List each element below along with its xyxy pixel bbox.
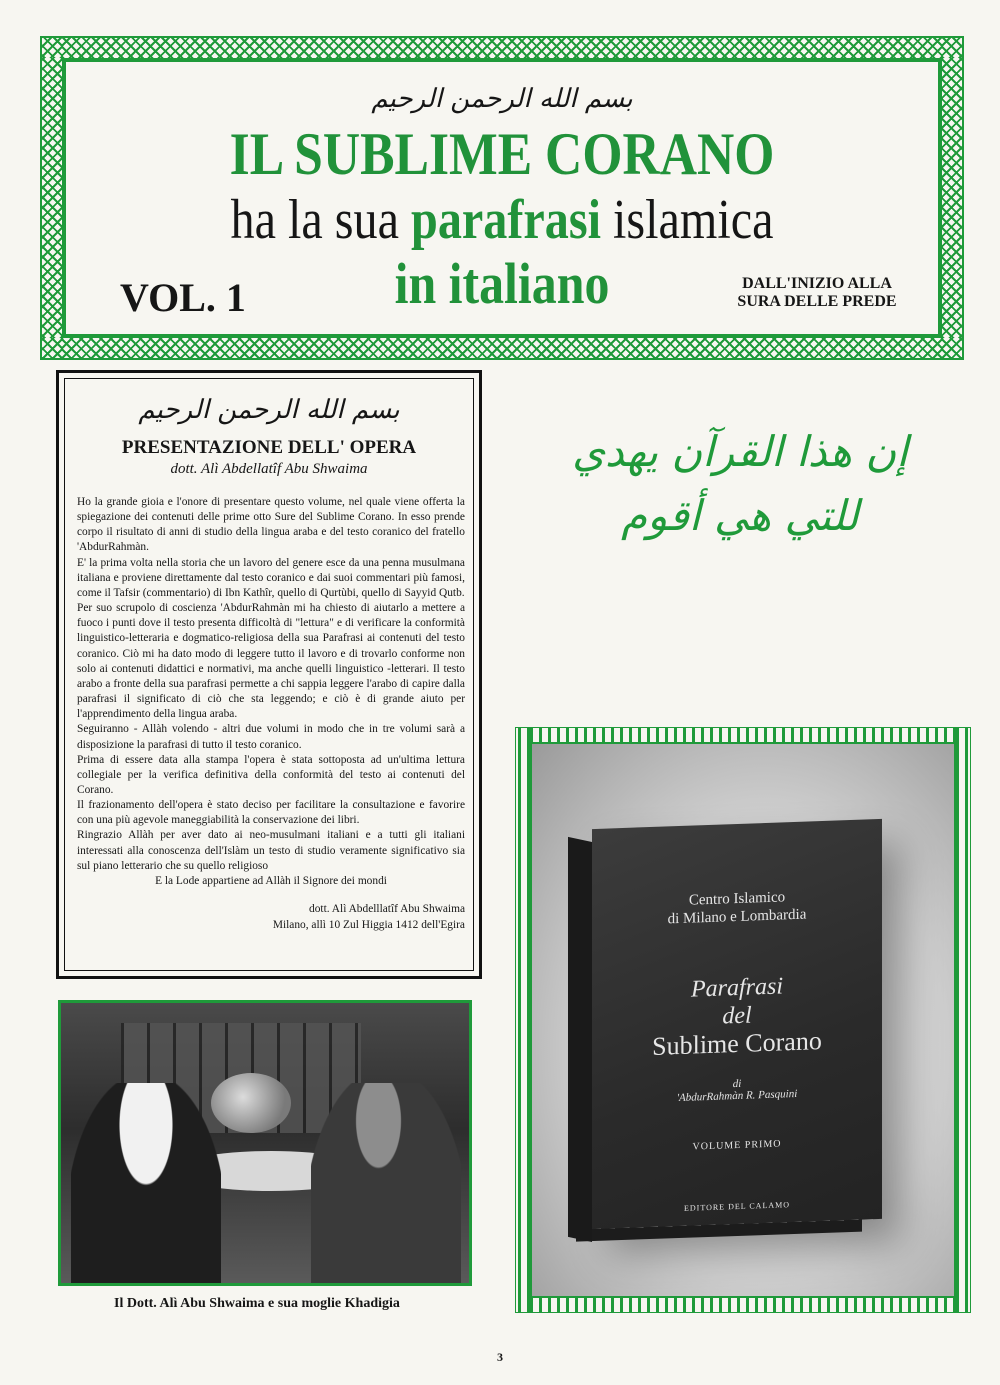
calligraphy-line2: للتي هي أقوم [621, 491, 859, 540]
paragraph: E' la prima volta nella storia che un lavoro del genere esce da una penna musulmana italiana e proviene direttamente dal testo coranico e dai suoi commentari più famosi, come il Tafsir (commentario) di Ibn Kathîr, quello di Qurtùbi, quello di Sayyid Qutb. [77, 556, 465, 599]
header-banner [42, 38, 962, 358]
subtitle [106, 188, 897, 252]
woman-figure [71, 1083, 221, 1286]
closing-line: E la Lode appartiene ad Allàh il Signore dei mondi [155, 874, 387, 887]
book-title [592, 969, 882, 1063]
book-photo [530, 742, 956, 1298]
photo-caption: Il Dott. Alì Abu Shwaima e sua moglie Khadigia [114, 1296, 400, 1311]
range-line2: SURA DELLE PREDE [737, 293, 897, 310]
paragraph: Il frazionamento dell'opera è stato deciso per facilitare la consultazione e favorire con una più agevole maneggiabilità la conservazione dei libri. [77, 799, 465, 827]
page-number: 3 [497, 1350, 503, 1364]
basmala: بسم الله الرحمن الرحيم [371, 84, 633, 114]
flower-vase [211, 1073, 291, 1133]
paragraph: Ringrazio Allàh per aver dato ai neo-musulmani italiani e a tutti gli italiani interessati alla conoscenza dell'Islàm un testo di studio veramente significativo sia sul piano letterario che su quello religioso [77, 829, 465, 872]
subtitle-line2: in italiano [394, 251, 610, 316]
book-publisher-line2: di Milano e Lombardia [667, 906, 807, 928]
book-title-line2: del [722, 1002, 752, 1030]
presentation-box [56, 370, 482, 979]
couple-photo [58, 1000, 472, 1286]
range-label [732, 275, 902, 311]
paragraph: Seguiranno - Allàh volendo - altri due volumi in modo che in tre volumi sarà a disposizione la parafrasi di tutto il testo coranico. [77, 723, 465, 751]
book-title-line1: Parafrasi [690, 973, 783, 1003]
book-photo-frame [516, 728, 970, 1312]
signature [77, 901, 465, 933]
book-by: di [732, 1077, 742, 1091]
paragraph: Per suo scrupolo di coscienza 'AbdurRahmàn mi ha chiesto di aiutarlo a mettere a fuoco i punti dove il testo presenta difficoltà di "lettura" e di verificare la conformità linguistico-letteraria e dogmatico-religiosa della sua Parafrasi ai contenuti del testo coranico. Ciò mi ha dato modo di leggere tutto il lavoro e di trovarlo conforme non solo ai contenuti didattici e normativi, ma anche quelli linguistico -letterari. Il testo arabo a fronte della sua parafrasi permette a chi sappia leggere l'arabo di capire dalla parafrasi il significato di ciò che sta leggendo; e ciò è di grande aiuto per l'apprendimento della lingua araba. [77, 602, 465, 721]
book-title-line3: Sublime Corano [652, 1026, 822, 1061]
book-publisher-line1: Centro Islamico [688, 889, 786, 909]
paragraph: Prima di essere data alla stampa l'opera è stata sottoposta ad un'ultima lettura collegiale per la verifica definitiva della conformità del testo ai contenuti del Corano. [77, 753, 465, 796]
book-volume: VOLUME PRIMO [692, 1138, 782, 1153]
signature-date: Milano, allì 10 Zul Higgia 1412 dell'Egira [272, 919, 465, 931]
presentation-basmala: بسم الله الرحمن الرحيم [138, 395, 400, 425]
book-imprint: EDITORE DEL CALAMO [684, 1200, 790, 1213]
book-author-name: 'AbdurRahmàn R. Pasquini [676, 1087, 798, 1105]
book-author [592, 1073, 882, 1107]
calligraphy-line1: إن هذا القرآن يهدي [572, 427, 908, 476]
presentation-title: PRESENTAZIONE DELL' OPERA [121, 437, 417, 458]
book-publisher [592, 885, 882, 931]
main-title: IL SUBLIME CORANO [229, 121, 775, 187]
paragraph: Ho la grande gioia e l'onore di presentare questo volume, nel quale viene offerta la spiegazione dei contenuti delle prime otto Sure del Sublime Corano. In esso prende corpo il risultato di anni di studio della lingua araba e del testo coranico del fratello 'AbdurRahmàn. [77, 496, 465, 554]
subtitle-post: islamica [600, 189, 774, 251]
presentation-author: dott. Alì Abdellatîf Abu Shwaima [170, 461, 368, 477]
range-line1: DALL'INIZIO ALLA [742, 275, 892, 292]
volume-label: VOL. 1 [120, 275, 246, 320]
book-spine [568, 837, 592, 1242]
subtitle-highlight: parafrasi [411, 189, 601, 251]
arabic-calligraphy [560, 380, 920, 700]
man-figure [311, 1083, 461, 1286]
book-cover [592, 819, 882, 1229]
presentation-body [77, 495, 465, 889]
calligraphy-text [560, 420, 920, 548]
signature-name: dott. Alì Abdelllatîf Abu Shwaima [309, 903, 465, 915]
subtitle-pre: ha la sua [230, 189, 412, 251]
